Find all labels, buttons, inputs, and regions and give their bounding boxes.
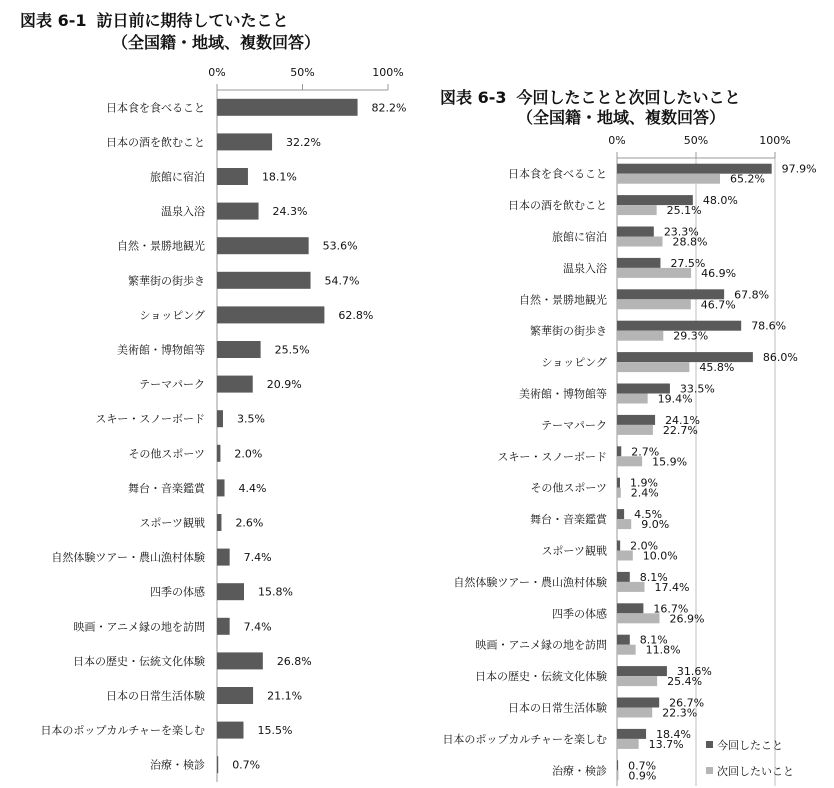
chart1-data-label: 0.7% <box>232 758 261 772</box>
chart1-category-label: 美術館・博物館等 <box>117 343 205 357</box>
chart1-category-label: 日本の日常生活体験 <box>106 689 205 703</box>
chart2-data-label-current: 1.9% <box>630 476 658 490</box>
chart1-category-label: 日本食を食べること <box>106 101 205 115</box>
chart2-data-label-current: 24.1% <box>665 413 701 427</box>
chart2-data-label-current: 97.9% <box>781 162 817 176</box>
chart2-data-label-next: 45.8% <box>699 361 735 375</box>
chart2-category-label: 温泉入浴 <box>563 261 607 275</box>
chart2-category-label: 日本食を食べること <box>508 167 607 181</box>
chart2-bar-next <box>617 519 631 529</box>
chart2-data-label-next: 22.7% <box>662 423 698 437</box>
chart2-category-label: 四季の体感 <box>552 607 607 621</box>
chart2-data-label-current: 8.1% <box>639 633 668 647</box>
chart2-data-label-current: 2.0% <box>630 539 659 553</box>
chart2-category-label: 日本のポップカルチャーを楽しむ <box>442 732 607 746</box>
chart1-data-label: 62.8% <box>338 308 374 322</box>
chart1-subtitle: （全国籍・地域、複数回答） <box>112 33 321 52</box>
chart2-data-label-next: 9.0% <box>641 518 670 532</box>
chart1-tick-label: 100% <box>372 66 404 79</box>
chart2-legend-label: 次回したいこと <box>717 765 794 778</box>
chart2-bar-next <box>617 488 621 498</box>
chart2-category-label: ショッピング <box>541 356 607 370</box>
chart2-data-label-current: 48.0% <box>702 194 738 208</box>
chart2-data-label-current: 31.6% <box>676 665 712 679</box>
chart2-subtitle: （全国籍・地域、複数回答） <box>517 108 726 127</box>
chart2-tick-label: 50% <box>683 134 709 147</box>
chart1-category-label: 日本のポップカルチャーを楽しむ <box>40 724 205 738</box>
chart2-data-label-next: 28.8% <box>672 235 708 249</box>
chart2-bar-current <box>617 698 659 708</box>
chart1-category-label: 治療・検診 <box>150 758 205 772</box>
chart2-bar-next <box>617 174 720 184</box>
chart2-data-label-next: 65.2% <box>730 172 765 186</box>
chart2-data-label-next: 29.3% <box>673 329 709 343</box>
chart2-category-label: 日本の酒を飲むこと <box>508 199 607 213</box>
chart1-data-label: 18.1% <box>261 170 297 184</box>
chart1-data-label: 3.5% <box>236 412 265 426</box>
chart2-category-label: 治療・検診 <box>552 764 607 778</box>
chart2-bar-next <box>617 645 636 655</box>
chart2-data-label-next: 46.7% <box>700 298 736 312</box>
chart2-legend-swatch <box>706 767 713 774</box>
chart2-tick-label: 100% <box>759 134 791 147</box>
chart2-bar-current <box>617 541 620 551</box>
chart1-category-label: 旅館に宿泊 <box>150 170 205 184</box>
chart1-data-label: 7.4% <box>243 620 272 634</box>
chart2-bar-current <box>617 478 620 488</box>
chart2-category-label: 日本の日常生活体験 <box>508 701 607 715</box>
chart1-data-label: 15.5% <box>257 724 293 738</box>
chart2-data-label-next: 25.4% <box>667 675 703 689</box>
chart2-category-label: その他スポーツ <box>530 481 607 495</box>
chart2-data-label-current: 33.5% <box>679 382 715 396</box>
chart1-data-label: 32.2% <box>286 135 322 149</box>
chart1-data-label: 54.7% <box>324 274 360 288</box>
chart2-data-label-next: 46.9% <box>701 266 737 280</box>
chart2-category-label: 繁華街の街歩き <box>530 324 607 338</box>
chart2-category-label: スポーツ観戦 <box>541 544 607 558</box>
chart2-bar-next <box>617 676 657 686</box>
chart2-category-label: 自然体験ツアー・農山漁村体験 <box>453 575 607 589</box>
chart1-title-text: 訪日前に期待していたこと <box>96 11 289 30</box>
chart2-data-label-next: 26.9% <box>669 612 705 626</box>
chart2-data-label-next: 13.7% <box>648 737 684 751</box>
chart1-data-label: 2.0% <box>234 447 263 461</box>
chart2-data-label-next: 19.4% <box>657 392 693 406</box>
chart2-bar-next <box>617 299 691 309</box>
chart2-category-label: 日本の歴史・伝統文化体験 <box>475 670 607 684</box>
chart1-tick-label: 50% <box>290 66 315 79</box>
chart2-data-label-next: 11.8% <box>645 643 681 657</box>
chart2-data-label-current: 23.3% <box>663 225 699 239</box>
chart1-data-label: 2.6% <box>235 516 264 530</box>
chart2-bar-current <box>617 729 646 739</box>
chart2-fig-label: 図表 6-3 <box>440 88 507 107</box>
chart2-data-label-current: 27.5% <box>670 256 706 270</box>
chart1-category-label: 日本の歴史・伝統文化体験 <box>73 654 205 668</box>
chart2-category-label: スキー・スノーボード <box>497 450 607 464</box>
chart1-category-label: ショッピング <box>139 308 205 322</box>
chart2-data-label-current: 67.8% <box>734 288 770 302</box>
chart1-data-label: 26.8% <box>276 654 312 668</box>
chart2-legend-label: 今回したこと <box>717 739 783 752</box>
chart1-category-label: 自然・景勝地観光 <box>117 239 205 253</box>
chart2-bar-next <box>617 770 618 780</box>
chart2-bar-next <box>617 739 639 749</box>
chart2-bar-current <box>617 446 621 456</box>
chart2-category-label: 美術館・博物館等 <box>519 387 607 401</box>
chart2-category-label: テーマパーク <box>541 418 607 432</box>
chart1-tick-label: 0% <box>208 66 226 79</box>
chart1-category-label: 自然体験ツアー・農山漁村体験 <box>51 551 205 565</box>
chart1-category-label: スポーツ観戦 <box>139 516 205 530</box>
chart1-data-label: 4.4% <box>238 481 267 495</box>
chart2-data-label-next: 10.0% <box>642 549 678 563</box>
chart2-category-label: 旅館に宿泊 <box>552 230 607 244</box>
chart2-data-label-next: 2.4% <box>630 486 659 500</box>
chart1-category-label: 日本の酒を飲むこと <box>106 135 205 149</box>
chart1-data-label: 24.3% <box>272 205 308 219</box>
chart2-data-label-current: 0.7% <box>628 759 657 773</box>
chart2-data-label-current: 2.7% <box>631 445 660 459</box>
chart2-data-label-next: 22.3% <box>662 706 698 720</box>
chart1-category-label: スキー・スノーボード <box>95 412 205 426</box>
chart2-category-label: 映画・アニメ縁の地を訪問 <box>475 638 607 652</box>
chart2-data-label-current: 16.7% <box>653 602 689 616</box>
chart1-category-label: 繁華街の街歩き <box>128 274 205 288</box>
chart2-data-label-current: 78.6% <box>751 319 787 333</box>
chart2-bar-current <box>617 603 643 613</box>
chart2-data-label-current: 8.1% <box>639 570 668 584</box>
chart2-bar-next <box>617 205 657 215</box>
chart2-data-label-current: 26.7% <box>669 696 705 710</box>
chart1-data-label: 53.6% <box>322 239 358 253</box>
chart2-title-text: 今回したことと次回したいこと <box>516 88 741 107</box>
chart2-bar-current <box>617 635 630 645</box>
chart1-category-label: 温泉入浴 <box>161 205 205 219</box>
chart2-data-label-current: 18.4% <box>656 727 692 741</box>
chart2-data-label-current: 86.0% <box>762 351 798 365</box>
chart2-data-label-next: 15.9% <box>652 455 688 469</box>
chart1-category-label: 四季の体感 <box>150 585 205 599</box>
chart1-category-label: 舞台・音楽鑑賞 <box>128 481 205 495</box>
chart2-legend-swatch <box>706 741 713 748</box>
chart2-bar-next <box>617 237 663 247</box>
chart2-data-label-current: 4.5% <box>634 508 663 522</box>
chart2-bar-current <box>617 760 618 770</box>
chart1-data-label: 20.9% <box>266 378 302 392</box>
chart2-data-label-next: 25.1% <box>666 204 702 218</box>
chart1-data-label: 25.5% <box>274 343 310 357</box>
chart1-category-label: 映画・アニメ縁の地を訪問 <box>73 620 205 634</box>
chart1-category-label: その他スポーツ <box>128 447 205 461</box>
chart2-bar-next <box>617 394 648 404</box>
chart2-tick-label: 0% <box>608 134 626 147</box>
chart2-bar-next <box>617 708 652 718</box>
chart1-data-label: 82.2% <box>371 101 407 115</box>
chart2-bar-next <box>617 331 663 341</box>
chart1-data-label: 15.8% <box>258 585 293 599</box>
chart2-data-label-next: 0.9% <box>628 769 657 783</box>
chart1-data-label: 7.4% <box>243 551 272 565</box>
chart2-bar-current <box>617 258 660 268</box>
chart2-bar-current <box>617 509 624 519</box>
chart2-bar-current <box>617 666 667 676</box>
chart2-bar-next <box>617 362 689 372</box>
chart2-category-label: 自然・景勝地観光 <box>519 293 607 307</box>
chart2-bar-current <box>617 415 655 425</box>
chart1-fig-label: 図表 6-1 <box>20 11 87 30</box>
chart1-category-label: テーマパーク <box>139 378 205 392</box>
chart1-data-label: 21.1% <box>267 689 303 703</box>
chart2-bar-current <box>617 227 654 237</box>
chart2-bar-current <box>617 572 630 582</box>
chart2-data-label-next: 17.4% <box>654 580 690 594</box>
chart2-category-label: 舞台・音楽鑑賞 <box>530 513 607 527</box>
chart2-bar-next <box>617 425 653 435</box>
